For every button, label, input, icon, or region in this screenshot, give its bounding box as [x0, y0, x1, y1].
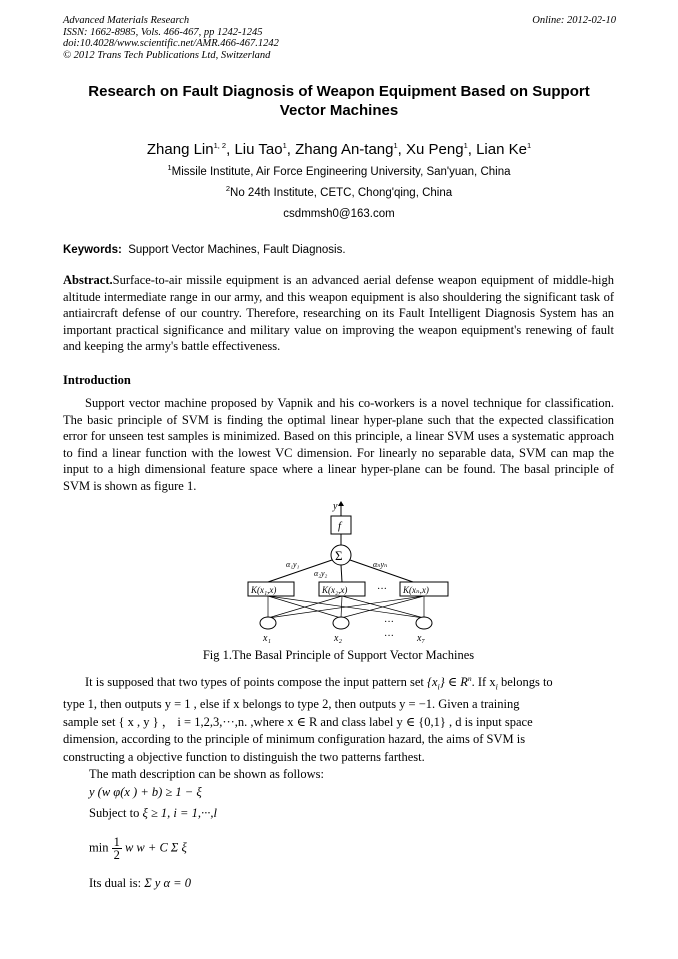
issn: ISSN: 1662-8985, Vols. 466-467, pp 1242-1245	[63, 26, 263, 38]
min-label: min	[89, 840, 109, 855]
affiliation-1	[60, 163, 618, 178]
author-sup: 1	[463, 141, 468, 150]
title-line-2: Vector Machines	[279, 102, 399, 119]
subject-to-label: Subject to	[89, 806, 140, 820]
affiliation-2	[60, 184, 618, 199]
input-label-2: x₂	[334, 633, 342, 644]
kernel-label-1: K(x₁,x)	[251, 585, 277, 595]
body-paragraph	[63, 674, 614, 766]
equation-1: y (w φ(x ) + b) ≥ 1 − ξ	[89, 785, 202, 799]
constraint-line	[89, 806, 217, 821]
input-label-1: x₁	[263, 633, 271, 644]
author-sup: 1	[282, 141, 287, 150]
math-inline: {x	[426, 675, 438, 689]
affiliation-text: Missile Institute, Air Force Engineering University, San'yuan, China	[171, 166, 511, 178]
equation-2: ξ ≥ 1, i = 1,···,l	[142, 806, 217, 820]
section-heading-introduction: Introduction	[63, 373, 131, 387]
affiliation-sup: 2	[225, 184, 231, 194]
keywords	[63, 244, 346, 256]
kernel-label-3: K(xₙ,x)	[403, 585, 429, 595]
input-label-3: x₇	[417, 633, 425, 644]
copyright: © 2012 Trans Tech Publications Ltd, Switzerland	[63, 49, 271, 61]
dual-line	[89, 876, 191, 891]
affiliation-sup: 1	[167, 163, 172, 173]
kernel-ellipsis: ···	[377, 584, 387, 595]
keywords-text: Support Vector Machines, Fault Diagnosis.	[128, 244, 346, 256]
title-line-1: Research on Fault Diagnosis of Weapon Equipment Based on Support	[88, 83, 590, 100]
body-text: It is supposed that two types of points compose the input pattern set	[85, 675, 424, 689]
paper-title	[60, 82, 618, 120]
kernel-label-2: K(x₂,x)	[322, 585, 348, 595]
sum-symbol: Σ	[335, 548, 343, 563]
svm-figure	[230, 500, 450, 646]
email: csdmmsh0@163.com	[283, 208, 395, 220]
abstract-text: Surface-to-air missile equipment is an advanced aerial defense weapon equipment of middle-high altitude intermediate range in our army, and this weapon equipment is also shouldering the significant task of antiaircraft defense of our country. Therefore, researching on its Fault Intelligent Diagnosis System has an important practical significance and military value on improving the weapon equipment's renewing of fault and keeping the army's battle effectiveness.	[63, 273, 614, 353]
dual-label: Its dual is:	[89, 876, 142, 890]
input-node-2	[333, 617, 349, 629]
objective-line	[89, 836, 187, 861]
keywords-label: Keywords:	[63, 244, 122, 256]
math-intro: The math description can be shown as follows:	[89, 767, 325, 781]
body-line-4: dimension, according to the principle of minimum configuration hazard, the aims of SVM is	[63, 732, 526, 746]
body-text: . If x	[471, 675, 496, 689]
online-date: Online: 2012-02-10	[532, 15, 616, 26]
weight-label-1: α₁y₁	[286, 560, 300, 569]
weight-label-3: αₙyₙ	[373, 560, 388, 569]
abstract	[63, 272, 614, 355]
figure-caption: Fig 1.The Basal Principle of Support Vector Machines	[202, 648, 475, 662]
half-fraction: 1 2	[113, 835, 120, 862]
abstract-label: Abstract.	[63, 273, 113, 287]
equation-4: Σ y α = 0	[144, 876, 191, 890]
author: Liu Tao	[234, 141, 283, 158]
math-inline: } ∈ R	[439, 675, 468, 689]
journal-header	[63, 15, 279, 61]
body-text: belongs to	[500, 675, 553, 689]
author: Zhang An-tang	[295, 141, 394, 158]
author-sup: 1, 2	[213, 141, 227, 150]
body-line-2: type 1, then outputs y = 1 , else if x belongs to type 2, then outputs y = −1. Given a training	[63, 697, 520, 711]
input-node-3	[416, 617, 432, 629]
equation-3: w w + C Σ ξ	[124, 840, 187, 855]
author-sup: 1	[526, 141, 532, 150]
f-label: f	[338, 520, 342, 532]
doi: doi:10.4028/www.scientific.net/AMR.466-467.1242	[63, 38, 279, 49]
author-list: Zhang Lin$^{1, 2}$, Liu Tao$^1$, Zhang An-tang$^1$, Xu Peng$^1$, Lian Ke$^1$	[146, 141, 532, 158]
input-ellipsis-lower: ···	[384, 631, 394, 642]
body-line-3: sample set { x , y } ， i = 1,2,3,···,n. ,where x ∈ R and class label y ∈ {0,1} , d is input space	[63, 714, 533, 729]
weight-label-2: α₂y₂	[314, 569, 328, 578]
affiliation-text: No 24th Institute, CETC, Chong'qing, China	[230, 187, 453, 199]
author: Zhang Lin	[146, 141, 214, 158]
author: Lian Ke	[476, 141, 527, 158]
intro-paragraph: Support vector machine proposed by Vapnik and his co-workers is a novel technique for classification. The basic principle of SVM is finding the optimal linear hyper-plane such that the expected classification error for unseen test samples is minimized. Based on this principle, a linear SVM uses a systematic approach to find a linear function with the lowest VC dimension. For linearly no separable data, SVM can map the input to a high dimensional feature space where a linear hyper-plane can be found. The basal principle of SVM is shown as figure 1.	[63, 396, 614, 493]
body-line-5: constructing a objective function to distinguish the two patterns farthest.	[63, 749, 425, 764]
input-node-1	[260, 617, 276, 629]
output-label: y	[333, 501, 338, 512]
body-line-1: It is supposed that two types of points compose the input pattern set $\{x_i\}$ ∈ $R^n$. If $x_i$ belongs to	[85, 673, 553, 692]
journal-name: Advanced Materials Research	[63, 15, 190, 26]
author-sup: 1	[393, 141, 398, 150]
author: Xu Peng	[406, 141, 464, 158]
input-ellipsis-upper: ···	[384, 617, 394, 628]
